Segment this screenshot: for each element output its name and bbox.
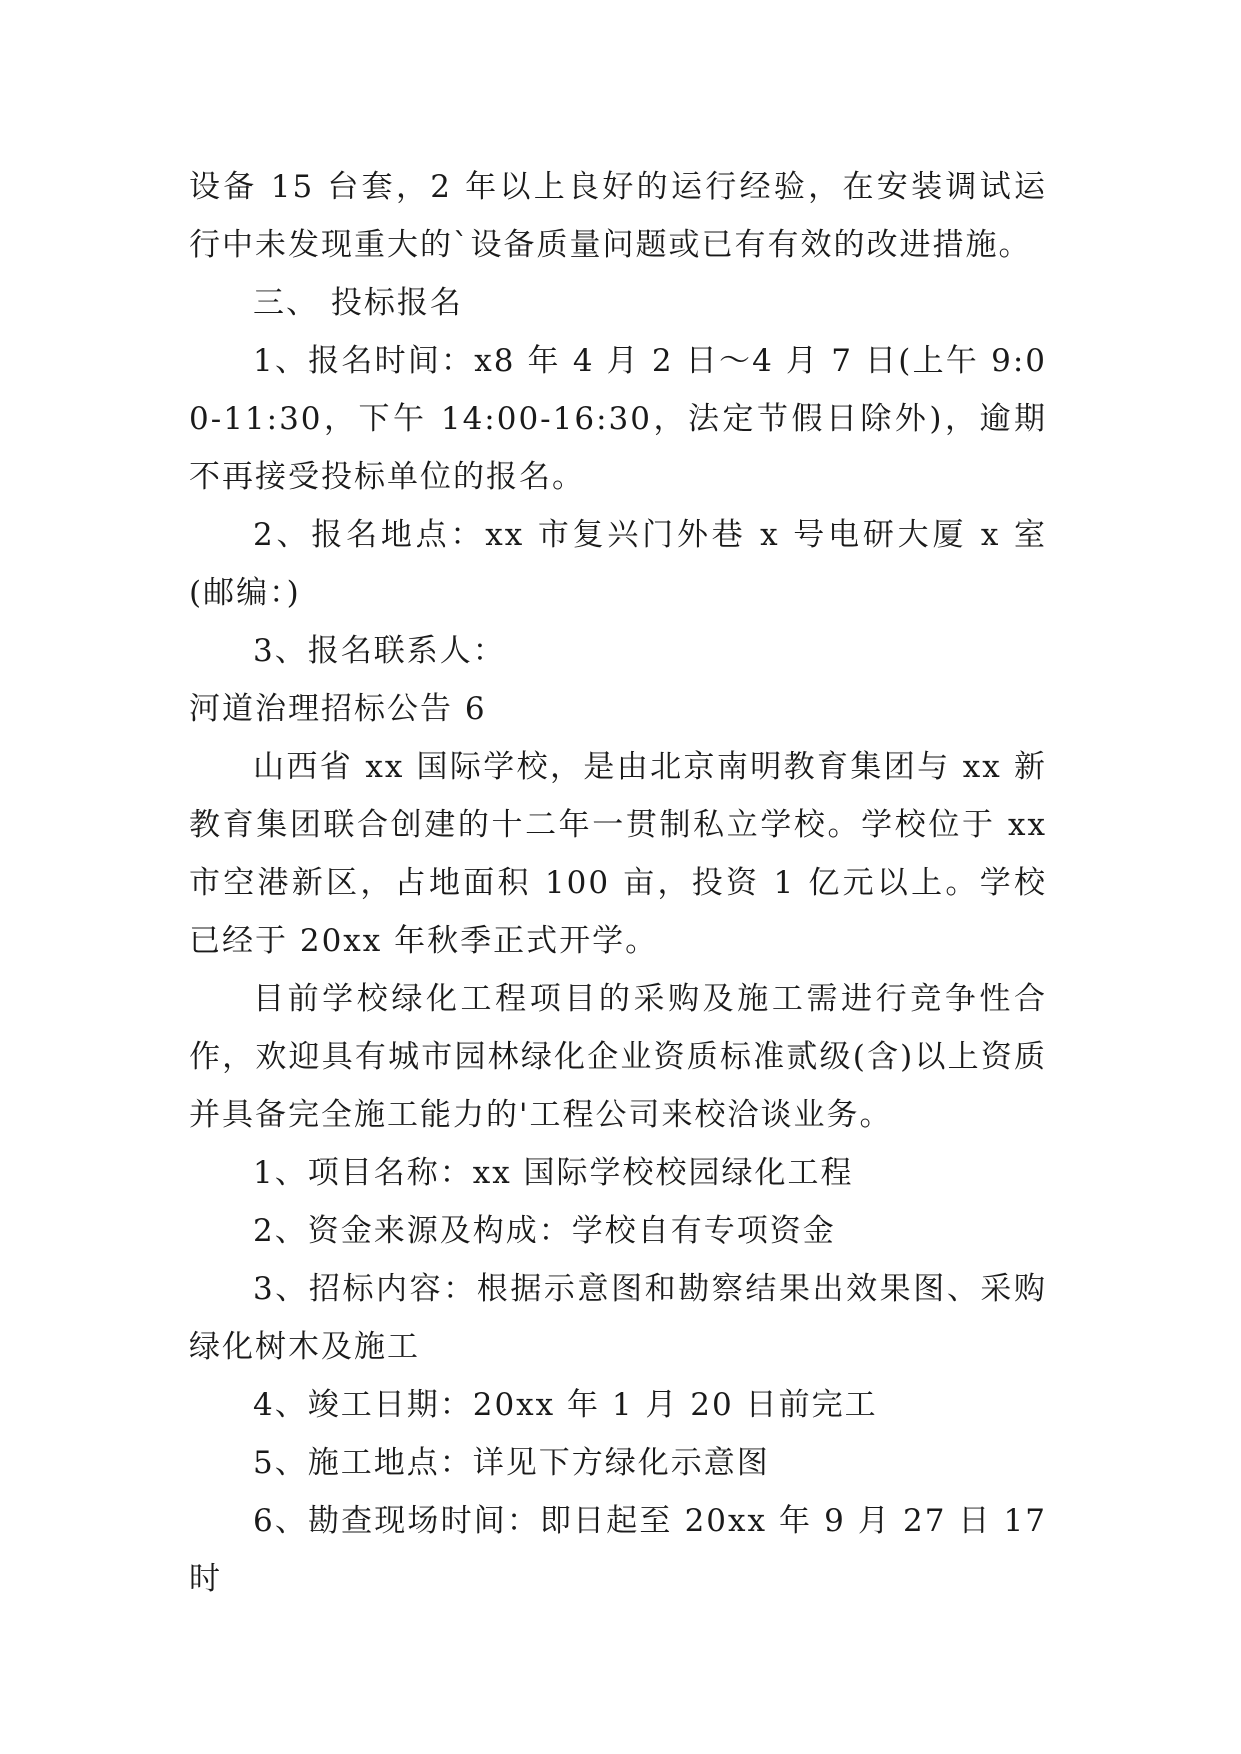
paragraph-funding-source: 2、资金来源及构成：学校自有专项资金 — [253, 1213, 836, 1249]
paragraph-registration-time: 1、报名时间：x8 年 4 月 2 日～4 月 7 日(上午 9:00-11:30，下午 14:00-16:30，法定节假日除外)，逾期不再接受投标单位的报名。 — [189, 343, 1047, 495]
paragraph-registration-location: 2、报名地点：xx 市复兴门外巷 x 号电研大厦 x 室(邮编：) — [189, 517, 1047, 611]
paragraph-project-name: 1、项目名称：xx 国际学校校园绿化工程 — [253, 1155, 854, 1191]
paragraph-construction-site: 5、施工地点：详见下方绿化示意图 — [253, 1445, 770, 1481]
paragraph-bid-content: 3、招标内容：根据示意图和勘察结果出效果图、采购绿化树木及施工 — [189, 1271, 1047, 1365]
document-body — [189, 158, 1047, 1608]
paragraph-project-invitation: 目前学校绿化工程项目的采购及施工需进行竞争性合作，欢迎具有城市园林绿化企业资质标准贰级(含)以上资质并具备完全施工能力的'工程公司来校洽谈业务。 — [189, 981, 1047, 1133]
paragraph-site-survey-time: 6、勘查现场时间：即日起至 20xx 年 9 月 27 日 17 时 — [189, 1503, 1047, 1597]
paragraph-school-intro: 山西省 xx 国际学校，是由北京南明教育集团与 xx 新教育集团联合创建的十二年一贯制私立学校。学校位于 xx 市空港新区，占地面积 100 亩，投资 1 亿元以上。学校已经于 20xx 年秋季正式开学。 — [189, 749, 1047, 959]
paragraph-completion-date: 4、竣工日期：20xx 年 1 月 20 日前完工 — [253, 1387, 878, 1423]
section-heading-bid-registration: 三、 投标报名 — [253, 285, 463, 321]
paragraph-registration-contact: 3、报名联系人： — [253, 633, 506, 669]
section-title-announcement-6: 河道治理招标公告 6 — [189, 691, 487, 727]
paragraph-equipment-requirement: 设备 15 台套，2 年以上良好的运行经验，在安装调试运行中未发现重大的`设备质量问题或已有有效的改进措施。 — [189, 169, 1047, 263]
